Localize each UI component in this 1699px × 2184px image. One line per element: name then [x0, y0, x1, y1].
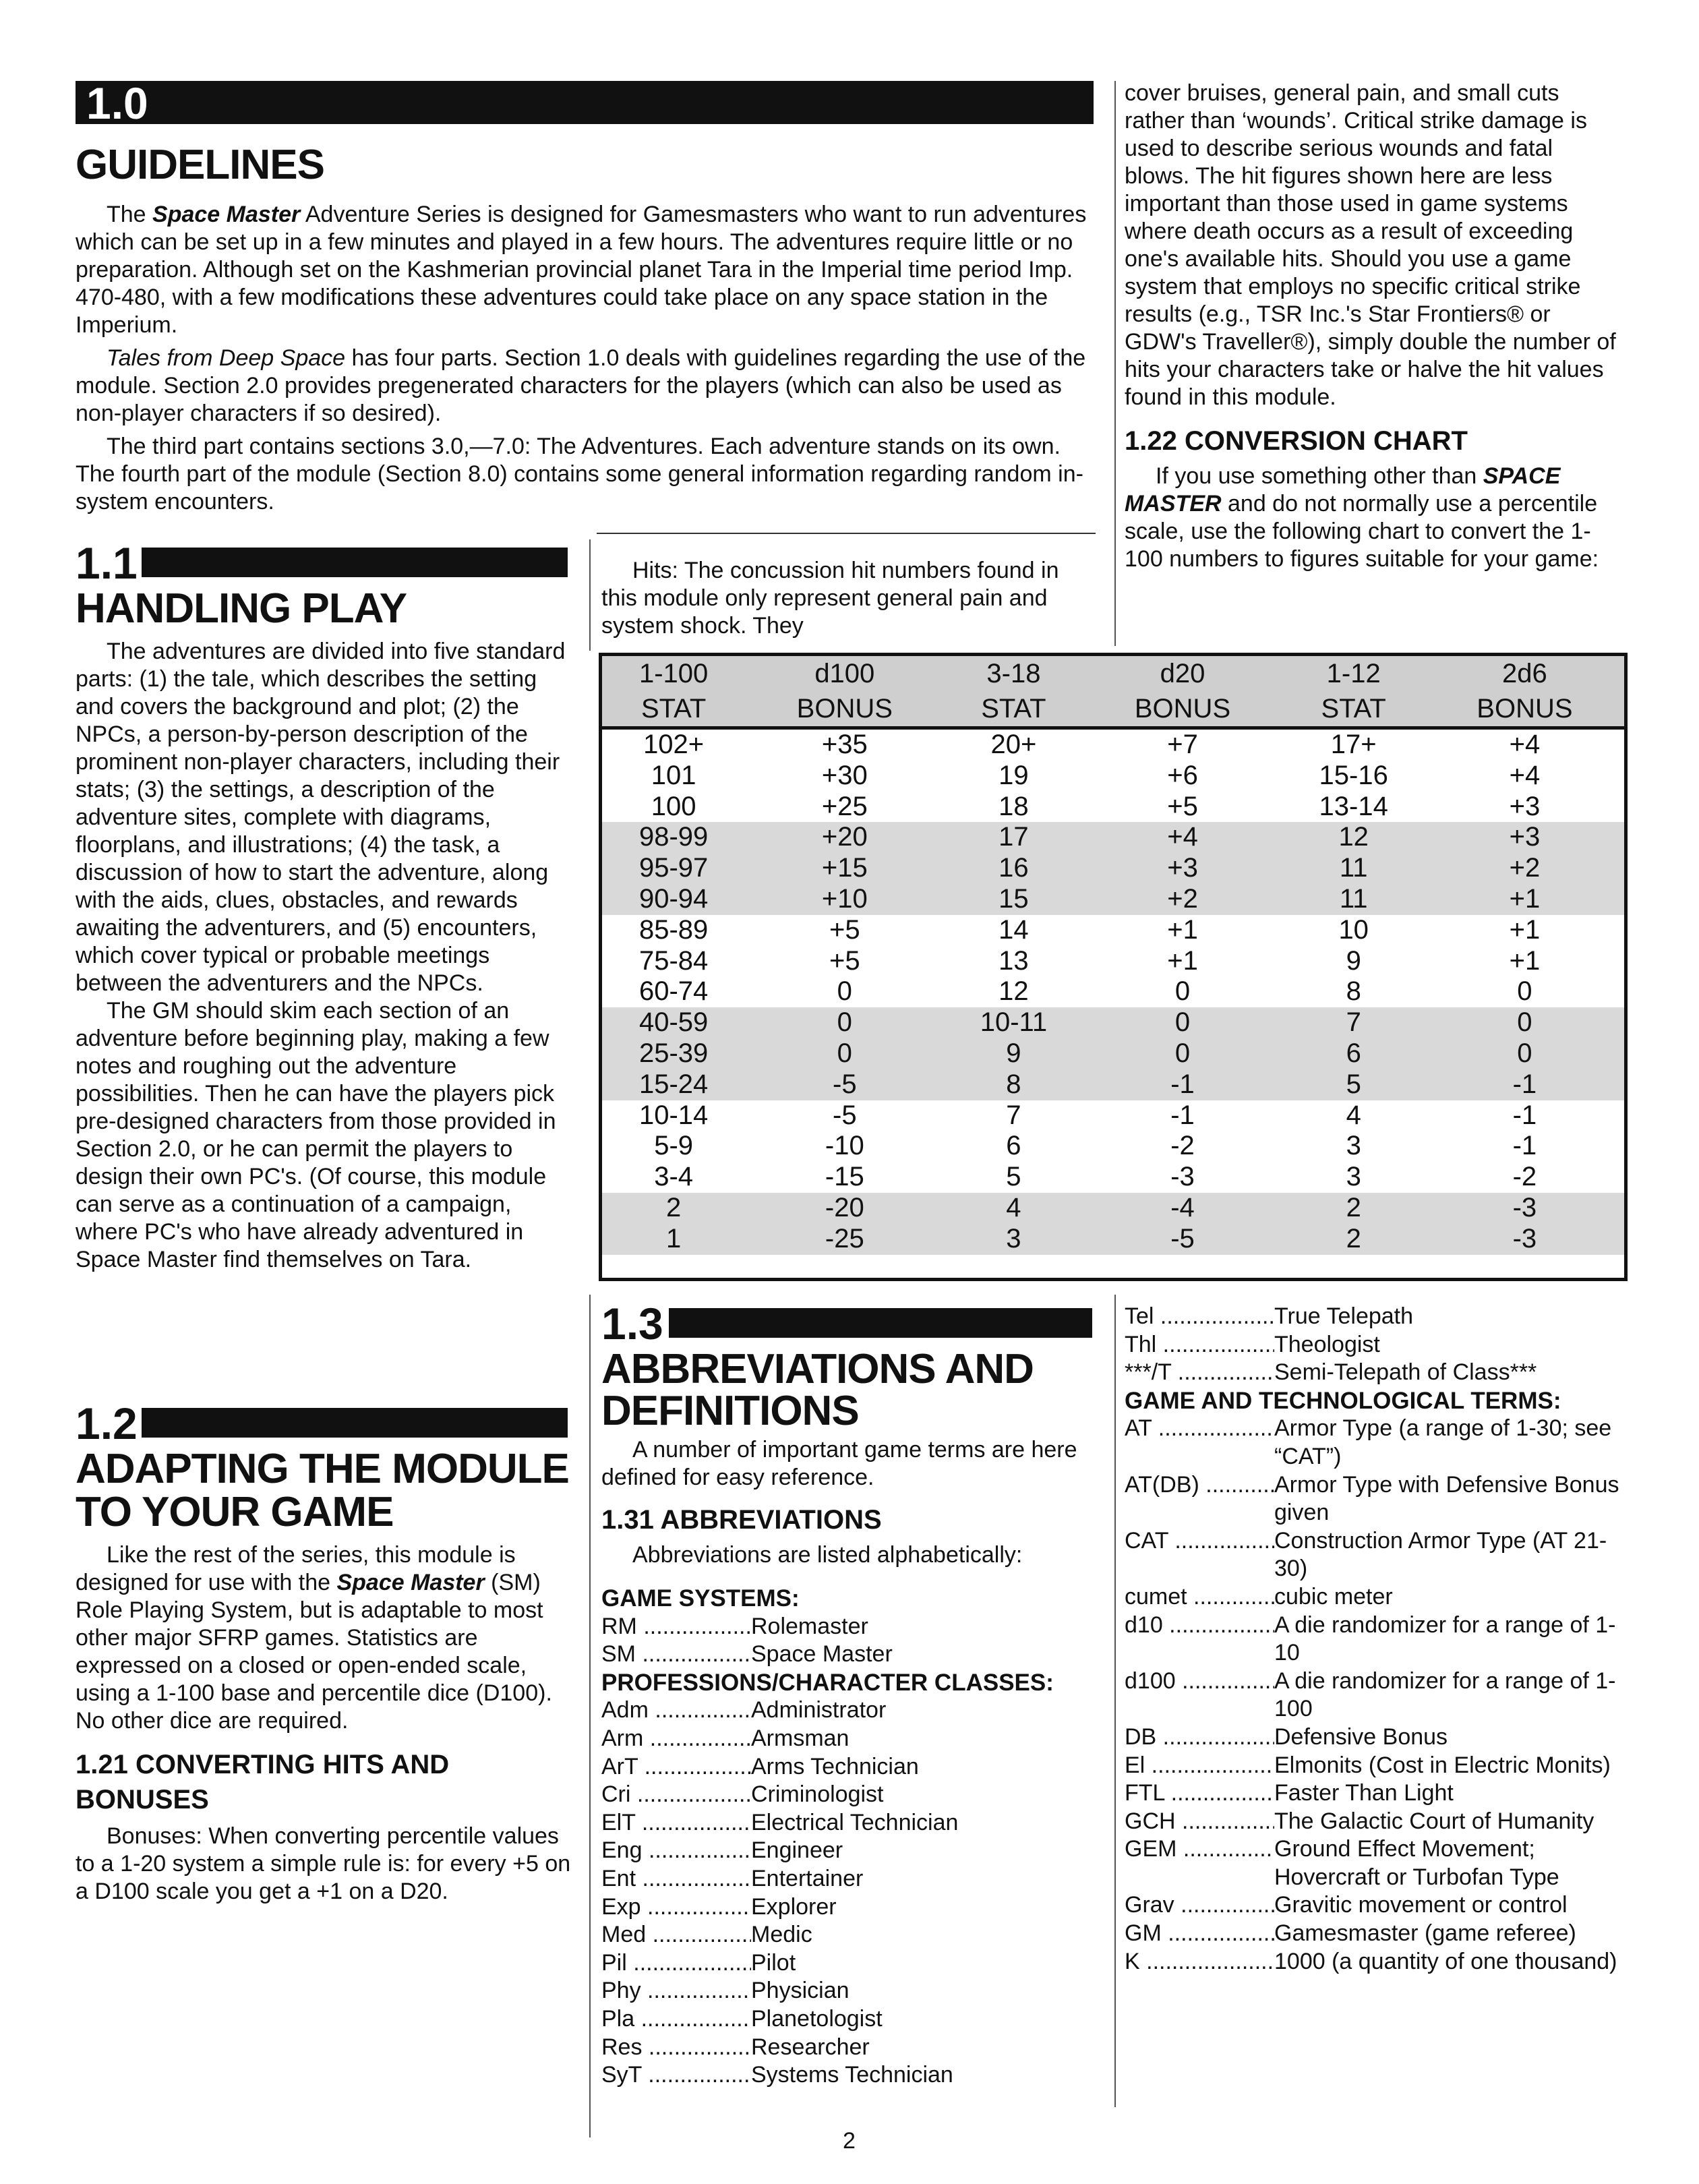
table-cell: 10-14: [638, 1100, 709, 1130]
abbreviation-term: Pil .....: [601, 1949, 751, 1978]
abbreviation-definition: Semi-Telepath of Class***: [1274, 1359, 1537, 1386]
table-row: [602, 1007, 1624, 1038]
paragraph: Tales from Deep Space has four parts. Section 1.0 deals with guidelines regarding the use of the module. Section 2.0 provides pregenerated characters for the players (which can also be used as non-player characters if so desired).: [76, 345, 1086, 426]
column-header-3: d20: [1160, 659, 1205, 688]
abbreviation-definition: The Galactic Court of Humanity: [1274, 1808, 1594, 1834]
table-cell: 2: [602, 1193, 745, 1224]
abbreviation-term: Med .....: [601, 1921, 751, 1949]
section-1-1-number: 1.1: [76, 538, 138, 588]
table-row: [602, 1162, 1624, 1193]
list-item: [1125, 1612, 1627, 1667]
abbreviation-definition: Pilot: [751, 1949, 796, 1976]
table-row: [602, 761, 1624, 792]
abbreviation-term: ElT .....: [601, 1809, 751, 1837]
table-cell: 5: [1282, 1069, 1425, 1100]
table-cell: 6: [1282, 1038, 1425, 1069]
section-1-3-bar: [669, 1308, 1092, 1338]
column-subheader-5: BONUS: [1425, 691, 1624, 728]
abbreviation-definition: Engineer: [751, 1837, 843, 1864]
abbreviation-term: CAT .....: [1125, 1527, 1274, 1583]
table-cell: 90-94: [602, 884, 745, 915]
table-cell: 0: [1425, 1038, 1624, 1069]
subsection-1-22-heading: 1.22 CONVERSION CHART: [1125, 426, 1468, 456]
list-item: [601, 1893, 1100, 1922]
list-item: [1125, 1331, 1627, 1359]
table-cell: -1: [1512, 1131, 1537, 1161]
table-cell: +1: [1509, 914, 1541, 945]
table-cell: +3: [1425, 822, 1624, 853]
section-1-3-intro: A number of important game terms are here defined for easy reference. 1.31 ABBREVIATIONS Abbreviations are listed alphabetically:: [601, 1436, 1087, 1569]
table-cell: -15: [825, 1162, 864, 1192]
table-cell: 15-24: [602, 1069, 745, 1100]
paragraph: The adventures are divided into five standard parts: (1) the tale, which describes the setting and covers the background and plot; (2) the NPCs, a person-by-person description of the prominent non-player characters, including their stats; (3) the settings, a description of the adventure sites, complete with diagrams, floorplans, and illustrations; (4) the task, a discussion of how to start the adventure, along with the aids, clues, obstacles, and rewards awaiting the adventurers, and (5) encounters, which cover typical or probable meetings between the adventurers and the NPCs.: [76, 639, 566, 996]
list-item: [601, 1949, 1100, 1978]
page-number: 2: [843, 2128, 856, 2154]
table-cell: -10: [825, 1131, 864, 1161]
table-row: [602, 1100, 1624, 1131]
section-divider: [597, 533, 1096, 534]
paragraph: The third part contains sections 3.0,—7.0: The Adventures. Each adventure stands on its own. The fourth part of the module (Section 8.0) contains some general information regarding random in-system encounters.: [76, 434, 1083, 514]
table-body: [602, 728, 1624, 1255]
table-cell: 9: [1346, 945, 1361, 976]
table-cell: +4: [1509, 760, 1541, 790]
table-cell: +15: [745, 853, 944, 884]
table-row: [602, 792, 1624, 823]
section-1-3-title-line2: DEFINITIONS: [601, 1388, 859, 1434]
abbreviation-term: d10 .....: [1125, 1612, 1274, 1667]
abbreviation-definition: Construction Armor Type (AT 21-30): [1274, 1527, 1607, 1582]
abbreviation-term: ArT .....: [601, 1753, 751, 1781]
table-cell: +1: [1167, 914, 1198, 945]
section-1-0-bar: [76, 81, 1094, 124]
paragraph: Bonuses: When converting percentile values to a 1-20 system a simple rule is: for every +5 on a D100 scale you get a +1 on a D20.: [76, 1823, 571, 1904]
abbreviation-term: AT .....: [1125, 1415, 1274, 1471]
abbreviation-definition: Gamesmaster (game referee): [1274, 1920, 1576, 1947]
list-item: [601, 1921, 1100, 1949]
table-cell: +3: [1509, 791, 1541, 821]
table-row: [602, 884, 1624, 915]
table-cell: 16: [944, 853, 1083, 884]
section-1-1-body: [76, 638, 571, 1274]
list-item: [1125, 1359, 1627, 1387]
table-cell: 13-14: [1319, 791, 1388, 821]
abbreviation-term: Exp .....: [601, 1893, 751, 1922]
table-cell: 101: [651, 760, 696, 790]
table-cell: +5: [829, 945, 860, 976]
list-item: [601, 1753, 1100, 1781]
section-1-3-title-line1: ABBREVIATIONS AND: [601, 1346, 1034, 1392]
table-cell: 98-99: [602, 822, 745, 853]
table-cell: 0: [1517, 976, 1532, 1007]
abbreviation-term: Res .....: [601, 2034, 751, 2062]
table-cell: 0: [1425, 1007, 1624, 1038]
table-cell: +1: [1509, 945, 1541, 976]
abbreviation-definition: Armor Type with Defensive Bonus given: [1274, 1471, 1619, 1526]
table-cell: 15-16: [1319, 760, 1388, 790]
section-1-0-title: GUIDELINES: [76, 142, 324, 188]
list-item: [1125, 1303, 1627, 1331]
table-cell: -3: [1425, 1224, 1624, 1255]
list-item: [601, 1781, 1100, 1809]
table-row: [602, 976, 1624, 1007]
table-cell: +10: [745, 884, 944, 915]
list-item: [1125, 1415, 1627, 1471]
abbreviation-term: DB .....: [1125, 1723, 1274, 1752]
table-cell: -1: [1083, 1069, 1282, 1100]
section-1-1-title: HANDLING PLAY: [76, 585, 407, 632]
table-row: [602, 728, 1624, 761]
column-subheader-0: STAT: [602, 691, 745, 728]
table-cell: 0: [745, 1038, 944, 1069]
table-cell: 3-4: [654, 1162, 694, 1192]
table-cell: 0: [1174, 976, 1191, 1007]
table-cell: 25-39: [602, 1038, 745, 1069]
table-cell: 19: [998, 760, 1029, 790]
table-cell: 3: [1346, 1162, 1361, 1192]
table-cell: 0: [1083, 1038, 1282, 1069]
list-item: [1125, 1948, 1627, 1976]
table-cell: +4: [1083, 822, 1282, 853]
abbreviation-definition: Explorer: [751, 1893, 837, 1920]
table-cell: 6: [1006, 1131, 1021, 1161]
table-cell: 0: [837, 976, 852, 1007]
header-row-bottom: [602, 691, 1624, 728]
table-cell: -1: [1170, 1100, 1195, 1130]
table-row: [602, 1224, 1624, 1255]
abbreviation-definition: A die randomizer for a range of 1-10: [1274, 1612, 1616, 1666]
table-cell: -1: [1512, 1100, 1537, 1130]
table-cell: +6: [1167, 760, 1198, 790]
table-cell: 100: [651, 791, 696, 821]
table-cell: +1: [1167, 945, 1198, 976]
abbreviation-definition: Planetologist: [751, 2005, 883, 2032]
table-cell: 4: [944, 1193, 1083, 1224]
table-cell: 12: [1282, 822, 1425, 853]
abbreviation-definition: Criminologist: [751, 1781, 884, 1808]
table-cell: 95-97: [602, 853, 745, 884]
list-item: [601, 1837, 1100, 1865]
abbreviation-term: Grav .....: [1125, 1891, 1274, 1920]
section-1-3-number: 1.3: [601, 1299, 663, 1349]
conversion-table: [602, 656, 1624, 1255]
table-cell: 2: [1282, 1193, 1425, 1224]
table-cell: 20+: [990, 730, 1037, 759]
table-cell: 75-84: [638, 945, 709, 976]
table-cell: -2: [1512, 1162, 1537, 1192]
abbreviation-term: Eng .....: [601, 1837, 751, 1865]
table-cell: +3: [1083, 853, 1282, 884]
abbreviation-term: RM .....: [601, 1613, 751, 1641]
abbreviation-definition: Systems Technician: [751, 2062, 953, 2088]
table-cell: 14: [998, 914, 1029, 945]
abbreviation-definition: Researcher: [751, 2034, 870, 2060]
column-header-2: 3-18: [986, 659, 1041, 688]
abbreviation-definition: Administrator: [751, 1697, 887, 1723]
abbreviation-term: GM .....: [1125, 1920, 1274, 1948]
abbreviation-definition: Rolemaster: [751, 1613, 868, 1639]
column-header-4: 1-12: [1326, 659, 1381, 688]
table-cell: 13: [998, 945, 1029, 976]
table-cell: -3: [1425, 1193, 1624, 1224]
abbreviation-definition: Armor Type (a range of 1-30; see “CAT”): [1274, 1415, 1612, 1469]
table-cell: +25: [821, 791, 868, 821]
table-row: [602, 1069, 1624, 1100]
abbreviation-term: Pla .....: [601, 2005, 751, 2034]
column-subheader-2: STAT: [944, 691, 1083, 728]
table-cell: 8: [1346, 976, 1361, 1007]
column-divider: [1114, 1295, 1116, 2107]
table-cell: 102+: [643, 730, 705, 759]
paragraph: The GM should skim each section of an adventure before beginning play, making a few notes and roughing out the adventure possibilities. Then he can have the players pick pre-designed characters from those provided in Section 2.0, or he can permit the players to design their own PC's. (Of course, this module can serve as a continuation of a campaign, where PC's who have already adventured in Space Master find themselves on Tara.: [76, 998, 556, 1272]
category-terms: GAME AND TECHNOLOGICAL TERMS:: [1125, 1387, 1561, 1414]
column-divider: [1114, 81, 1116, 646]
header-row-top: [602, 656, 1624, 691]
table-cell: 9: [944, 1038, 1083, 1069]
list-item: [1125, 1723, 1627, 1752]
abbreviation-term: Tel .....: [1125, 1303, 1274, 1331]
abbreviation-term: d100 .....: [1125, 1667, 1274, 1723]
category-professions: PROFESSIONS/CHARACTER CLASSES:: [601, 1669, 1054, 1696]
paragraph: Like the rest of the series, this module is designed for use with the Space Master (SM) Role Playing System, but is adaptable to most other major SFRP games. Statistics are expressed on a closed or open-ended scale, using a 1-100 base and percentile dice (D100). No other dice are required.: [76, 1542, 552, 1734]
table-cell: 60-74: [638, 976, 709, 1007]
abbreviation-term: SM .....: [601, 1641, 751, 1669]
hits-paragraph: Hits: The concussion hit numbers found in this module only represent general pain and system shock. They: [601, 558, 1059, 639]
abbreviation-term: El .....: [1125, 1752, 1274, 1780]
column-subheader-1: BONUS: [745, 691, 944, 728]
table-cell: 5-9: [654, 1131, 694, 1161]
table-row: [602, 1131, 1624, 1162]
table-cell: +20: [745, 822, 944, 853]
abbreviation-term: Adm .....: [601, 1696, 751, 1725]
list-item: [601, 2061, 1100, 2090]
table-row: [602, 822, 1624, 853]
column-header-0: 1-100: [638, 659, 709, 688]
section-1-2-body: [76, 1541, 571, 1906]
list-item: [601, 1613, 1100, 1641]
table-cell: 12: [998, 976, 1029, 1007]
list-item: [601, 1865, 1100, 1893]
table-cell: 11: [1282, 853, 1425, 884]
table-row: [602, 1193, 1624, 1224]
abbreviation-term: Thl .....: [1125, 1331, 1274, 1359]
table-cell: -5: [833, 1100, 857, 1130]
abbreviation-term: K .....: [1125, 1948, 1274, 1976]
table-cell: +7: [1167, 730, 1198, 759]
list-item: [1125, 1752, 1627, 1780]
abbreviation-term: Phy .....: [601, 1977, 751, 2005]
table-cell: 85-89: [638, 914, 709, 945]
table-cell: -3: [1170, 1162, 1195, 1192]
list-item: [601, 2034, 1100, 2062]
table-cell: 40-59: [602, 1007, 745, 1038]
abbreviation-definition: Arms Technician: [751, 1753, 919, 1779]
column-divider: [589, 539, 591, 651]
table-cell: +5: [829, 914, 860, 945]
abbreviation-definition: A die randomizer for a range of 1-100: [1274, 1667, 1616, 1722]
table-cell: -20: [745, 1193, 944, 1224]
abbreviation-term: FTL .....: [1125, 1779, 1274, 1808]
table-row: [602, 946, 1624, 977]
table-cell: 7: [1282, 1007, 1425, 1038]
list-item: [601, 1696, 1100, 1725]
table-row: [602, 915, 1624, 946]
table-cell: -5: [745, 1069, 944, 1100]
table-cell: 10: [1338, 914, 1369, 945]
list-item: [1125, 1920, 1627, 1948]
abbreviation-definition: Theologist: [1274, 1331, 1380, 1357]
list-item: [1125, 1891, 1627, 1920]
table-cell: +5: [1167, 791, 1198, 821]
table-cell: 11: [1282, 884, 1425, 915]
terms-list: [1125, 1303, 1627, 1976]
column-divider: [589, 1295, 591, 2137]
right-column-body: [1125, 80, 1623, 573]
column-header-1: d100: [814, 659, 875, 688]
list-item: [601, 2005, 1100, 2034]
column-header-5: 2d6: [1502, 659, 1547, 688]
abbreviation-definition: Faster Than Light: [1274, 1780, 1454, 1806]
table-cell: -2: [1170, 1131, 1195, 1161]
abbreviation-definition: Space Master: [751, 1641, 893, 1667]
section-1-1-bar: [142, 548, 568, 577]
abbreviation-term: Arm .....: [601, 1725, 751, 1753]
subsection-1-21-heading: 1.21 CONVERTING HITS AND BONUSES: [76, 1750, 450, 1814]
abbreviation-definition: 1000 (a quantity of one thousand): [1274, 1948, 1617, 1974]
abbreviation-definition: Medic: [751, 1922, 812, 1948]
section-1-0-body: [76, 201, 1094, 516]
abbreviation-definition: Elmonits (Cost in Electric Monits): [1274, 1752, 1611, 1778]
table-row: [602, 853, 1624, 884]
list-item: [1125, 1471, 1627, 1527]
table-cell: 3: [944, 1224, 1083, 1255]
list-item: [1125, 1583, 1627, 1612]
paragraph: The Space Master Adventure Series is designed for Gamesmasters who want to run adventures which can be set up in a few minutes and played in a few hours. The adventures require little or no preparation. Although set on the Kashmerian provincial planet Tara in the Imperial time period Imp. 470-480, with a few modifications these adventures could take place on any space station in the Imperium.: [76, 202, 1087, 338]
table-cell: +2: [1083, 884, 1282, 915]
list-item: [1125, 1667, 1627, 1723]
abbreviation-definition: Entertainer: [751, 1865, 864, 1891]
table-cell: 2: [1282, 1224, 1425, 1255]
section-1-0-number: 1.0: [86, 78, 148, 128]
abbreviation-term: GEM .....: [1125, 1835, 1274, 1891]
list-item: [601, 1725, 1100, 1753]
section-1-2-title-line2: TO YOUR GAME: [76, 1489, 394, 1535]
table-cell: +35: [821, 730, 868, 759]
table-cell: +1: [1425, 884, 1624, 915]
abbreviation-term: cumet .....: [1125, 1583, 1274, 1612]
table-cell: -25: [745, 1224, 944, 1255]
table-cell: +4: [1509, 730, 1541, 759]
table-cell: -4: [1083, 1193, 1282, 1224]
table-cell: 17+: [1330, 730, 1377, 759]
table-cell: +2: [1425, 853, 1624, 884]
abbreviation-definition: Electrical Technician: [751, 1809, 959, 1835]
table-row: [602, 1038, 1624, 1069]
table-cell: 8: [944, 1069, 1083, 1100]
list-item: [601, 1977, 1100, 2005]
list-item: [1125, 1808, 1627, 1836]
table-cell: 18: [998, 791, 1029, 821]
list-item: [601, 1641, 1100, 1669]
section-1-2-title-line1: ADAPTING THE MODULE: [76, 1446, 569, 1492]
column-subheader-4: STAT: [1282, 691, 1425, 728]
abbreviation-definition: Gravitic movement or control: [1274, 1892, 1568, 1918]
table-cell: 15: [944, 884, 1083, 915]
table-cell: 1: [602, 1224, 745, 1255]
table-cell: 5: [1006, 1162, 1021, 1192]
abbreviation-definition: cubic meter: [1274, 1583, 1393, 1610]
table-cell: 3: [1346, 1131, 1361, 1161]
abbreviation-definition: Defensive Bonus: [1274, 1723, 1448, 1750]
abbreviation-definition: Armsman: [751, 1725, 850, 1751]
table-cell: 4: [1346, 1100, 1361, 1130]
abbreviation-term: Ent .....: [601, 1865, 751, 1893]
table-cell: -5: [1083, 1224, 1282, 1255]
list-item: [601, 1809, 1100, 1837]
list-item: [1125, 1779, 1627, 1808]
paragraph: cover bruises, general pain, and small cuts rather than ‘wounds’. Critical strike damage is used to describe serious wounds and fatal blows. The hit figures shown here are less important than those used in game systems where death occurs as a result of exceeding one's available hits. Should you use a game system that employs no specific critical strike results (e.g., TSR Inc.'s Star Frontiers® or GDW's Traveller®), simply double the number of hits your characters take or halve the hit values found in this module.: [1125, 80, 1616, 410]
table-cell: +30: [821, 760, 868, 790]
table-cell: 0: [745, 1007, 944, 1038]
paragraph: If you use something other than SPACE MASTER and do not normally use a percentile scale, use the following chart to convert the 1-100 numbers to figures suitable for your game:: [1125, 463, 1599, 572]
abbreviation-term: Cri .....: [601, 1781, 751, 1809]
category-game-systems: GAME SYSTEMS:: [601, 1585, 800, 1612]
list-item: [1125, 1527, 1627, 1583]
table-cell: 17: [944, 822, 1083, 853]
conversion-chart: [599, 653, 1628, 1281]
abbreviation-definition: Ground Effect Movement; Hovercraft or Turbofan Type: [1274, 1836, 1559, 1890]
column-subheader-3: BONUS: [1083, 691, 1282, 728]
table-cell: 0: [1083, 1007, 1282, 1038]
list-item: [1125, 1835, 1627, 1891]
table-cell: 10-11: [944, 1007, 1083, 1038]
table-cell: -1: [1425, 1069, 1624, 1100]
table-cell: 7: [1006, 1100, 1021, 1130]
abbreviation-definition: Physician: [751, 1978, 850, 2004]
section-1-2-bar: [142, 1408, 568, 1438]
abbreviation-term: GCH .....: [1125, 1808, 1274, 1836]
abbreviation-term: AT(DB) .....: [1125, 1471, 1274, 1527]
abbreviation-term: SyT .....: [601, 2061, 751, 2090]
section-1-2-number: 1.2: [76, 1398, 138, 1448]
subsection-1-31-heading: 1.31 ABBREVIATIONS: [601, 1505, 882, 1535]
abbreviations-list: [601, 1585, 1100, 2090]
abbreviation-definition: True Telepath: [1274, 1303, 1414, 1329]
abbreviation-term: ***/T .....: [1125, 1359, 1274, 1387]
